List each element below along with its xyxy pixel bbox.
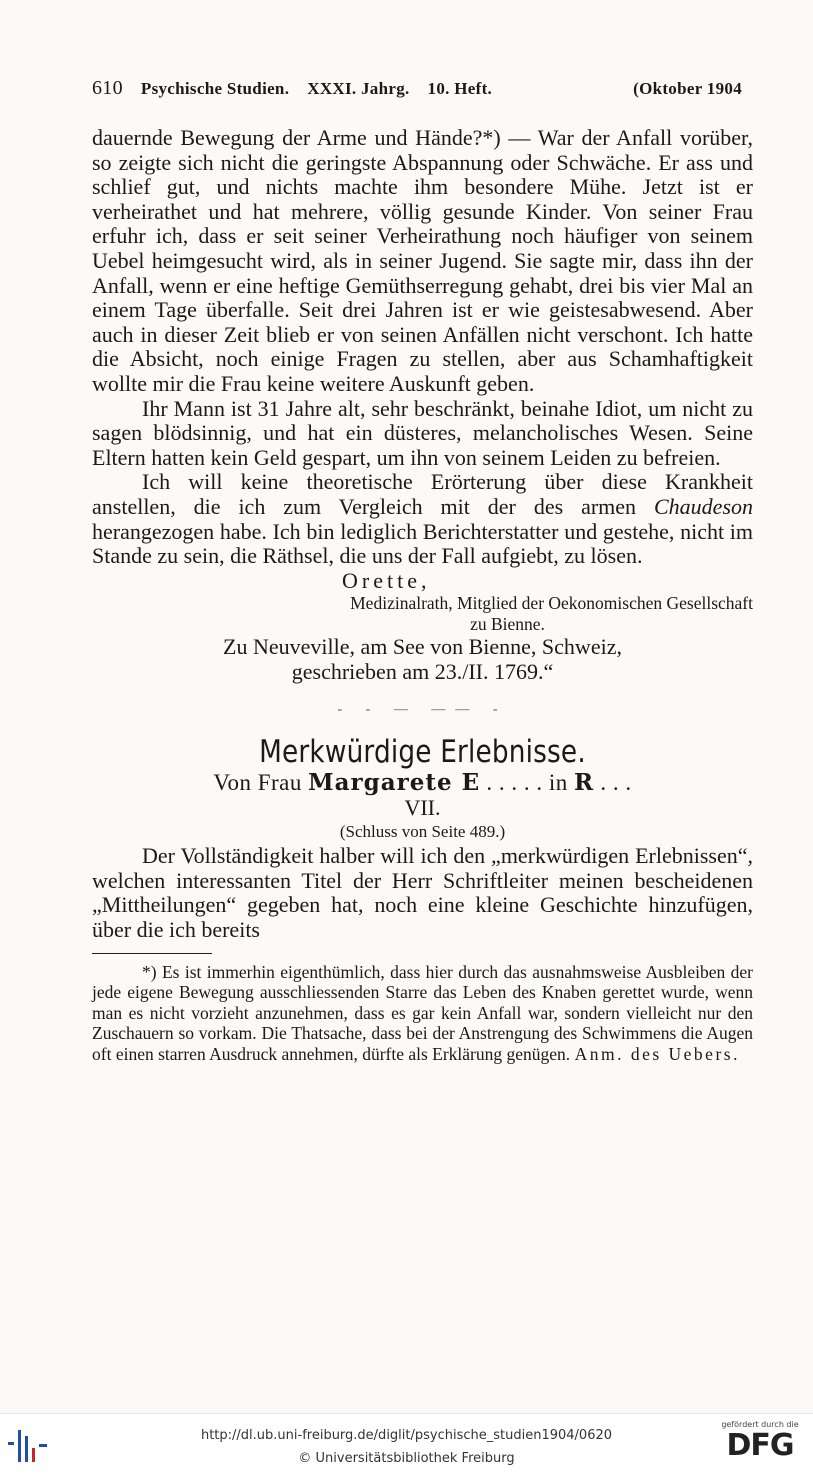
library-footer [0, 1413, 813, 1474]
paragraph-1: dauernde Bewegung der Arme und Hände?*) — War der Anfall vorüber, so zeigte sich nicht die geringste Abspannung oder Schwäche. Er ass und schlief gut, und nichts machte ihm besondere Mühe. Jetzt ist er verheirathet und hat mehrere, völlig gesunde Kinder. Von seiner Frau erfuhr ich, dass er seit seiner Verheirathung noch häufiger von seinem Uebel heimgesucht wird, als in seiner Jugend. Sie sagte mir, dass ihn der Anfall, wenn er eine heftige Gemüthserregung gehabt, drei bis vier Mal an einem Tage überfalle. Seit drei Jahren ist er wie geistesabwesend. Aber auch in dieser Zeit blieb er von seinen Anfällen nicht verschont. Ich hatte die Absicht, noch einige Fragen zu stellen, aber aus Schamhaftigkeit wollte mir die Frau keine weitere Auskunft geben. [92, 125, 753, 396]
dfg-logo-text: DFG [726, 1428, 794, 1463]
issue: 10. Heft. [427, 79, 493, 98]
byline-author: Margarete E [308, 769, 481, 797]
page-number: 610 [92, 77, 123, 99]
paragraph-3 [92, 470, 753, 568]
footnote-text: *) Es ist immerhin eigenthümlich, dass hier durch das ausnahmsweise Ausbleiben der jede eigene Bewegung ausschliessenden Starre das Leben des Knaben gerettet wurde, wenn man es nicht vorzieht anzunehmen, dass es gar kein Anfall war, sondern vielleicht nur den Zuschauern so vorkam. Die Thatsache, dass bei der Anstrengung des Schwimmens die Augen oft einen starren Ausdruck annehmen, dürfte als Erklärung genügen. [92, 961, 753, 1064]
byline-suffix: . . . [600, 770, 632, 796]
footnote-rule [92, 953, 212, 954]
issue-date: (Oktober 1904 [633, 79, 742, 98]
paragraph-2: Ihr Mann ist 31 Jahre alt, sehr beschränkt, beinahe Idiot, um nicht zu sagen blödsinnig, und hat ein düsteres, melancholisches Wesen. Seine Eltern hatten kein Geld gespart, um ihn von seinem Leiden zu befreien. [92, 395, 753, 470]
name-chaudeson: Chaudeson [654, 493, 753, 519]
section-divider: - - — —— - [337, 702, 508, 718]
footer-url[interactable]: http://dl.ub.uni-freiburg.de/diglit/psychische_studien1904/0620 [200, 1428, 613, 1443]
journal-name: Psychische Studien. [140, 79, 290, 98]
running-header [92, 77, 742, 100]
paragraph-3-text-a: Ich will keine theoretische Erörterung über diese Krankheit anstellen, die ich zum Vergleich mit der des armen [92, 469, 753, 519]
place-line-1: Zu Neuveville, am See von Bienne, Schweiz, [223, 634, 622, 660]
footer-copyright: © Universitätsbibliothek Freiburg [298, 1451, 515, 1466]
article-byline [92, 771, 753, 796]
signature-role-line2: zu Bienne. [470, 614, 545, 635]
article-paragraph-1: Der Vollständigkeit halber will ich den „merkwürdigen Erlebnissen“, welchen interessanten Titel der Herr Schriftleiter meinen bescheidenen „Mittheilungen“ gegeben hat, noch eine kleine Geschichte hinzufügen, über die ich bereits [92, 843, 753, 943]
volume: XXXI. Jahrg. [307, 79, 410, 98]
footnote [92, 962, 753, 1065]
page-body [92, 126, 753, 1065]
continuation-note: (Schluss von Seite 489.) [339, 822, 506, 842]
place-line-2: geschrieben am 23./II. 1769.“ [291, 658, 554, 684]
paragraph-3-text-b: herangezogen habe. Ich bin lediglich Berichterstatter und gestehe, nicht im Stande zu sein, die Räthsel, die uns der Fall aufgiebt, zu lösen. [92, 518, 753, 569]
dfg-logo [717, 1420, 803, 1470]
signature-role: Medizinalrath, Mitglied der Oekonomischen Gesellschaft [350, 593, 753, 614]
byline-location: R [574, 769, 595, 797]
article-part: VII. [404, 794, 441, 820]
dfg-tagline: gefördert durch die [721, 1420, 799, 1429]
article-title: Merkwürdige Erlebnisse. [259, 734, 586, 771]
byline-prefix: Von Frau [213, 770, 302, 796]
signature-name: Orette, [342, 567, 431, 593]
byline-mid: . . . . . in [486, 770, 568, 796]
footnote-annotation: Anm. des Uebers. [574, 1044, 740, 1064]
